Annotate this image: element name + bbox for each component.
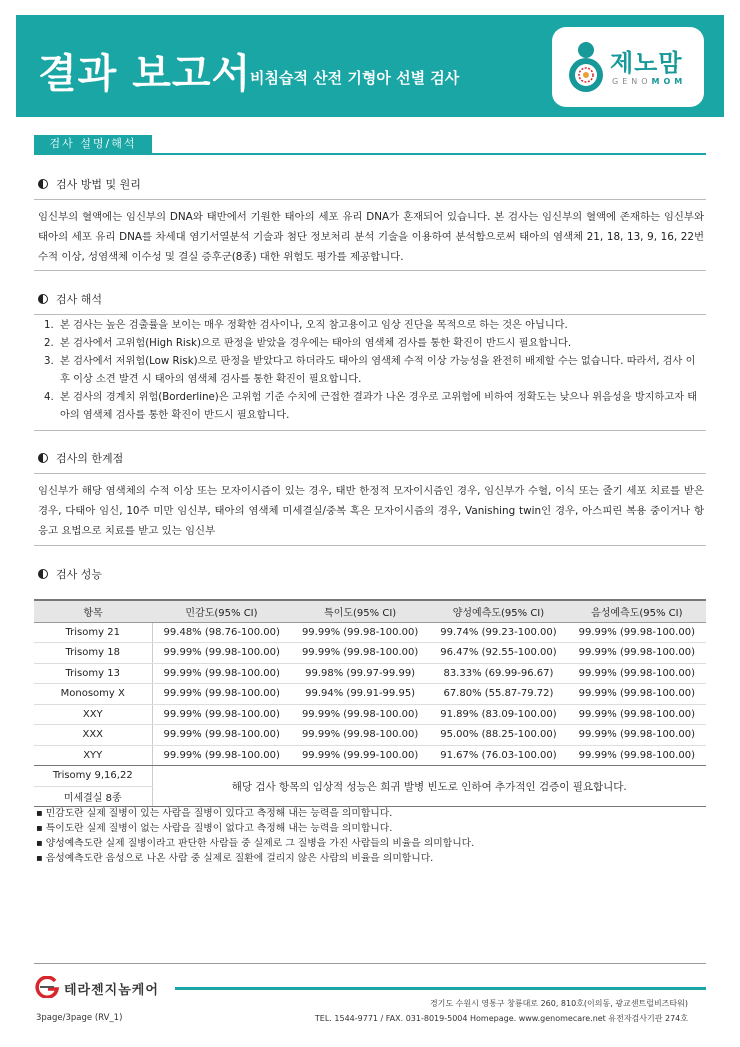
table-cell: 99.99% (99.98-100.00) bbox=[152, 663, 291, 684]
table-row bbox=[34, 766, 706, 787]
table-cell: Trisomy 21 bbox=[34, 622, 152, 643]
table-cell: 99.99% (99.98-100.00) bbox=[568, 663, 706, 684]
limitations-text: 임신부가 해당 염색체의 수적 이상 또는 모자이시즘이 있는 경우, 태반 한정적 모자이시즘인 경우, 임신부가 수혈, 이식 또는 줄기 세포 치료를 받은 경우, 다태아 임신, 10주 미만 임신부, 태아의 염색체 미세결실/중복 혹은 모자이시즘의 경우, Vanishing twin인 경우, 아스피린 복용 중이거나 항 응고 요법으로 치료를 받고 있는 임신부 bbox=[38, 485, 704, 537]
interpretation-heading: 검사 해석 bbox=[38, 291, 102, 307]
table-cell: 91.67% (76.03-100.00) bbox=[429, 745, 567, 766]
table-cell: 99.98% (99.97-99.99) bbox=[291, 663, 429, 684]
table-cell: 99.99% (99.98-100.00) bbox=[291, 643, 429, 664]
column-header: 민감도(95% CI) bbox=[152, 600, 291, 622]
table-row bbox=[34, 704, 706, 725]
note-item: ▪ 특이도란 실제 질병이 없는 사람을 질병이 없다고 측정해 내는 능력을 의미합니다. bbox=[36, 821, 474, 836]
report-title: 결과 보고서 bbox=[38, 51, 252, 97]
divider bbox=[34, 473, 706, 474]
table-row bbox=[34, 725, 706, 746]
divider bbox=[34, 314, 706, 315]
report-header bbox=[16, 15, 724, 117]
company-address: 경기도 수원시 영통구 창룡대로 260, 810호(이의동, 광교센트럴비즈타워) bbox=[429, 999, 688, 1008]
genomom-logo bbox=[552, 27, 704, 107]
divider bbox=[34, 430, 706, 431]
table-cell: 미세결실 8종 bbox=[34, 786, 152, 807]
performance-note: 해당 검사 항목의 임상적 성능은 희귀 발병 빈도로 인하여 추가적인 검증이 필요합니다. bbox=[152, 766, 706, 807]
table-row bbox=[34, 684, 706, 705]
column-header: 특이도(95% CI) bbox=[291, 600, 429, 622]
list-item: 1. 본 검사는 높은 검출률을 보이는 매우 정확한 검사이나, 오직 참고용이고 임상 진단을 목적으로 하는 것은 아닙니다. bbox=[44, 320, 568, 331]
table-header-row bbox=[34, 600, 706, 622]
table-cell: 99.99% (99.98-100.00) bbox=[152, 643, 291, 664]
table-cell: 99.99% (99.98-100.00) bbox=[291, 622, 429, 643]
terragen-logo-icon bbox=[34, 976, 60, 998]
table-row bbox=[34, 663, 706, 684]
half-circle-icon bbox=[38, 179, 48, 189]
table-cell: 99.99% (99.98-100.00) bbox=[152, 745, 291, 766]
half-circle-icon bbox=[38, 569, 48, 579]
table-cell: 99.99% (99.98-100.00) bbox=[568, 725, 706, 746]
table-cell: XXX bbox=[34, 725, 152, 746]
genomom-logo-icon bbox=[566, 39, 606, 95]
page-number: 3page/3page (RV_1) bbox=[36, 1013, 123, 1023]
table-cell: 99.99% (99.99-100.00) bbox=[291, 745, 429, 766]
note-item: ▪ 민감도란 실제 질병이 있는 사람을 질병이 있다고 측정해 내는 능력을 의미합니다. bbox=[36, 806, 474, 821]
method-heading: 검사 방법 및 원리 bbox=[38, 176, 141, 192]
column-header: 항목 bbox=[34, 600, 152, 622]
table-cell: Trisomy 13 bbox=[34, 663, 152, 684]
footer-divider bbox=[34, 963, 706, 964]
table-cell: 99.99% (99.98-100.00) bbox=[568, 704, 706, 725]
definition-notes bbox=[36, 806, 474, 866]
table-cell: 99.99% (99.98-100.00) bbox=[568, 684, 706, 705]
table-cell: XYY bbox=[34, 745, 152, 766]
table-row bbox=[34, 643, 706, 664]
logo-subtext: GENOMOM bbox=[612, 77, 687, 86]
table-row bbox=[34, 745, 706, 766]
section-divider bbox=[34, 153, 706, 155]
table-cell: 91.89% (83.09-100.00) bbox=[429, 704, 567, 725]
divider bbox=[34, 545, 706, 546]
report-subtitle: 비침습적 산전 기형아 선별 검사 bbox=[250, 69, 460, 87]
column-header: 양성예측도(95% CI) bbox=[429, 600, 567, 622]
logo-text: 제노맘 bbox=[610, 49, 683, 77]
table-cell: 99.99% (99.98-100.00) bbox=[568, 745, 706, 766]
table-cell: Monosomy X bbox=[34, 684, 152, 705]
footer-accent-bar bbox=[175, 987, 706, 990]
table-cell: 83.33% (69.99-96.67) bbox=[429, 663, 567, 684]
table-cell: 96.47% (92.55-100.00) bbox=[429, 643, 567, 664]
table-cell: 99.99% (99.98-100.00) bbox=[291, 704, 429, 725]
half-circle-icon bbox=[38, 294, 48, 304]
method-text: 임신부의 혈액에는 임신부의 DNA와 태반에서 기원한 태아의 세포 유리 DNA가 혼재되어 있습니다. 본 검사는 임신부의 혈액에 존재하는 임신부와 태아의 세포 유리 DNA를 차세대 염기서열분석 기술과 첨단 정보처리 분석 기술을 이용하여 분석함으로써 태아의 염색체 21, 18, 13, 9, 16, 22번 수적 이상, 성염색체 이수성 및 결실 증후군(8종) 대한 위험도 평가를 제공합니다. bbox=[38, 211, 704, 263]
list-item: 2. 본 검사에서 고위험(High Risk)으로 판정을 받았을 경우에는 태아의 염색체 검사를 통한 확진이 반드시 필요합니다. bbox=[44, 338, 572, 349]
divider bbox=[34, 270, 706, 271]
note-item: ▪ 양성예측도란 실제 질병이라고 판단한 사람들 중 실제로 그 질병을 가진 사람들의 비율을 의미합니다. bbox=[36, 836, 474, 851]
table-cell: Trisomy 18 bbox=[34, 643, 152, 664]
table-cell: 99.74% (99.23-100.00) bbox=[429, 622, 567, 643]
table-cell: 99.99% (99.98-100.00) bbox=[152, 704, 291, 725]
table-cell: 99.94% (99.91-99.95) bbox=[291, 684, 429, 705]
limitations-heading: 검사의 한계점 bbox=[38, 450, 123, 466]
divider bbox=[34, 199, 706, 200]
table-cell: 99.48% (98.76-100.00) bbox=[152, 622, 291, 643]
table-cell: 99.99% (99.98-100.00) bbox=[568, 622, 706, 643]
table-cell: XXY bbox=[34, 704, 152, 725]
list-item: 4. 본 검사의 경계치 위험(Borderline)은 고위험 기준 수치에 근접한 결과가 나온 경우로 고위험에 비하여 정확도는 낮으나 위음성을 방지하고자 태아의 염색체 검사를 통한 확진이 반드시 필요합니다. bbox=[44, 392, 698, 421]
performance-table bbox=[34, 599, 706, 807]
table-cell: 99.99% (99.98-100.00) bbox=[152, 725, 291, 746]
table-cell: 99.99% (99.98-100.00) bbox=[152, 684, 291, 705]
interpretation-list bbox=[38, 317, 704, 425]
list-item: 3. 본 검사에서 저위험(Low Risk)으로 판정을 받았다고 하더라도 태아의 염색체 수적 이상 가능성을 완전히 배제할 수는 없습니다. 따라서, 검사 이후 이상 소견 발견 시 태아의 염색체 검사를 통한 확진이 필요합니다. bbox=[44, 356, 696, 385]
table-cell: 95.00% (88.25-100.00) bbox=[429, 725, 567, 746]
table-cell: 67.80% (55.87-79.72) bbox=[429, 684, 567, 705]
note-item: ▪ 음성예측도란 음성으로 나온 사람 중 실제로 질환에 걸리지 않은 사람의 비율을 의미합니다. bbox=[36, 851, 474, 866]
table-cell: 99.99% (99.98-100.00) bbox=[568, 643, 706, 664]
section-tab: 검사 설명/해석 bbox=[34, 135, 152, 153]
half-circle-icon bbox=[38, 453, 48, 463]
performance-heading: 검사 성능 bbox=[38, 566, 102, 582]
company-name: 테라젠지놈케어 bbox=[64, 983, 159, 998]
table-row bbox=[34, 622, 706, 643]
company-contact: TEL. 1544-9771 / FAX. 031-8019-5004 Homepage. www.genomecare.net 유전자검사기관 274호 bbox=[314, 1014, 688, 1023]
table-cell: Trisomy 9,16,22 bbox=[34, 766, 152, 787]
column-header: 음성예측도(95% CI) bbox=[568, 600, 706, 622]
table-cell: 99.99% (99.98-100.00) bbox=[291, 725, 429, 746]
